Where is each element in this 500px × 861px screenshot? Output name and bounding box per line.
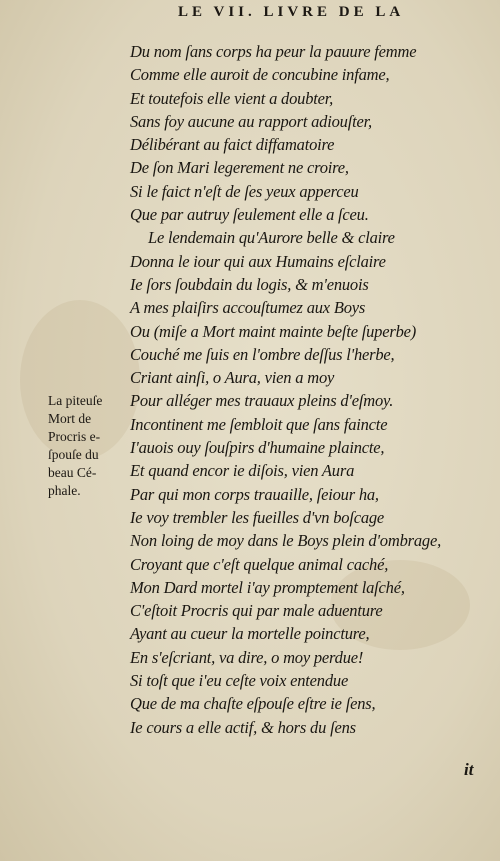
verse-line: Le lendemain qu'Aurore belle & claire <box>148 228 395 248</box>
verse-line: Mon Dard mortel i'ay promptement laſché, <box>130 577 405 597</box>
verse-line: I'auois ouy ſouſpirs d'humaine plaincte, <box>130 438 385 458</box>
verse-line: Non loing de moy dans le Boys plein d'ombrage, <box>130 531 441 551</box>
running-head: LE VII. LIVRE DE LA <box>178 4 405 20</box>
marginal-note-line: phale. <box>48 483 81 498</box>
verse-line: De ſon Mari legerement ne croire, <box>130 158 349 178</box>
verse-line: A mes plaiſirs accouſtumez aux Boys <box>130 298 366 318</box>
verse-line: En s'eſcriant, va dire, o moy perdue! <box>130 647 364 667</box>
folio-signature: it <box>464 760 474 779</box>
verse-line: Criant ainſi, o Aura, vien a moy <box>130 368 335 388</box>
verse-line: Que de ma chaſte eſpouſe eſtre ie ſens, <box>130 694 376 714</box>
verse-line: Sans foy aucune au rapport adiouſter, <box>130 111 372 131</box>
verse-line: Pour alléger mes trauaux pleins d'eſmoy. <box>130 391 394 411</box>
marginal-note-line: Mort de <box>48 411 92 426</box>
verse-line: Ie cours a elle actif, & hors du ſens <box>130 717 356 737</box>
verse-line: Que par autruy ſeulement elle a ſceu. <box>130 205 369 225</box>
verse-line: Délibérant au faict diffamatoire <box>130 135 335 155</box>
verse-line: Ou (miſe a Mort maint mainte beſte ſuperbe) <box>130 321 417 341</box>
verse-line: Croyant que c'eſt quelque animal caché, <box>130 554 389 574</box>
verse-block <box>130 40 492 739</box>
verse-line: Si le faict n'eſt de ſes yeux apperceu <box>130 181 359 201</box>
verse-line: Ayant au cueur la mortelle poincture, <box>130 624 370 644</box>
verse-line: C'eſtoit Procris qui par male aduenture <box>130 601 383 621</box>
marginal-note <box>48 392 128 500</box>
marginal-note-line: ſpouſe du <box>48 447 99 462</box>
marginal-note-line: beau Cé- <box>48 465 97 480</box>
verse-line: Couché me ſuis en l'ombre deſſus l'herbe, <box>130 344 395 364</box>
verse-line: Et toutefois elle vient a doubter, <box>130 88 334 108</box>
verse-line: Ie ſors ſoubdain du logis, & m'enuois <box>130 274 369 294</box>
verse-line: Comme elle auroit de concubine infame, <box>130 65 390 85</box>
verse-line: Par qui mon corps trauaille, ſeiour ha, <box>130 484 379 504</box>
verse-line: Incontinent me ſembloit que ſans faincte <box>130 414 388 434</box>
verse-line: Ie voy trembler les fueilles d'vn boſcage <box>130 507 385 527</box>
marginal-note-line: Procris e- <box>48 429 101 444</box>
verse-line: Et quand encor ie diſois, vien Aura <box>130 461 355 481</box>
verse-line: Donna le iour qui aux Humains eſclaire <box>130 251 386 271</box>
marginal-note-line: La piteuſe <box>48 393 103 408</box>
verse-line: Si toſt que i'eu ceſte voix entendue <box>130 671 349 691</box>
verse-line: Du nom ſans corps ha peur la pauure femme <box>130 42 417 61</box>
